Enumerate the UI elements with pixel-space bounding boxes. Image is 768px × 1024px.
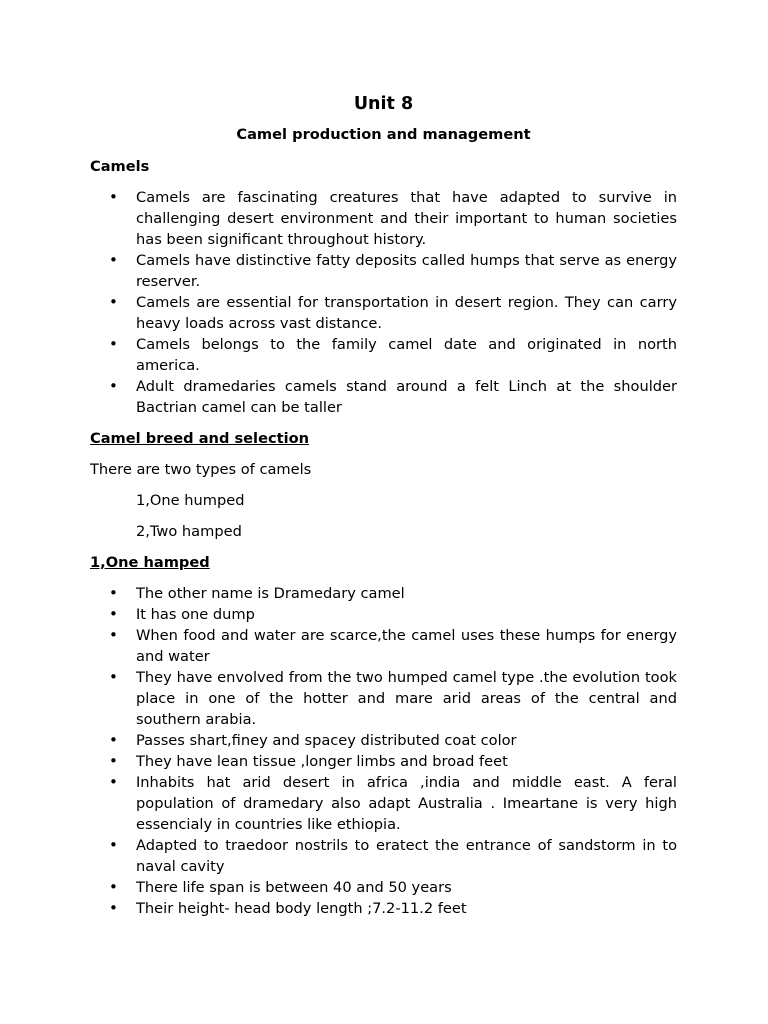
list-item: • When food and water are scarce,the camel uses these humps for energy and water [90, 625, 677, 667]
list-item: • The other name is Dramedary camel [90, 583, 677, 604]
document-page [90, 92, 677, 919]
section-heading-one-humped: 1,One hamped [90, 554, 210, 571]
list-item: • There life span is between 40 and 50 years [90, 877, 677, 898]
list-item: • Adapted to traedoor nostrils to eratect the entrance of sandstorm in to naval cavity [90, 835, 677, 877]
list-item: • Camels are essential for transportation in desert region. They can carry heavy loads across vast distance. [90, 292, 677, 334]
document-subtitle: Camel production and management [236, 126, 531, 143]
list-item: • Their height- head body length ;7.2-11.2 feet [90, 898, 677, 919]
breed-intro: There are two types of camels [90, 461, 312, 478]
list-item: • Camels belongs to the family camel date and originated in north america. [90, 334, 677, 376]
list-item: • They have lean tissue ,longer limbs and broad feet [90, 751, 677, 772]
breed-type-one: 1,One humped [136, 492, 245, 509]
list-item: • It has one dump [90, 604, 677, 625]
camels-bullet-list [90, 187, 677, 418]
breed-type-two: 2,Two hamped [136, 523, 242, 540]
list-item: • Camels have distinctive fatty deposits called humps that serve as energy reserver. [90, 250, 677, 292]
list-item: • Inhabits hat arid desert in africa ,india and middle east. A feral population of dramedary also adapt Australia . Imeartane is very high essencialy in countries like ethiopia. [90, 772, 677, 835]
list-item: • Camels are fascinating creatures that have adapted to survive in challenging desert environment and their important to human societies has been significant throughout history. [90, 187, 677, 250]
one-humped-bullet-list [90, 583, 677, 919]
list-item: • They have envolved from the two humped camel type .the evolution took place in one of the hotter and mare arid areas of the central and southern arabia. [90, 667, 677, 730]
unit-title: Unit 8 [353, 94, 414, 114]
list-item: • Passes shart,finey and spacey distributed coat color [90, 730, 677, 751]
section-heading-camels: Camels [90, 158, 150, 175]
list-item: • Adult dramedaries camels stand around a felt Linch at the shoulder Bactrian camel can be taller [90, 376, 677, 418]
section-heading-breed: Camel breed and selection [90, 430, 310, 447]
